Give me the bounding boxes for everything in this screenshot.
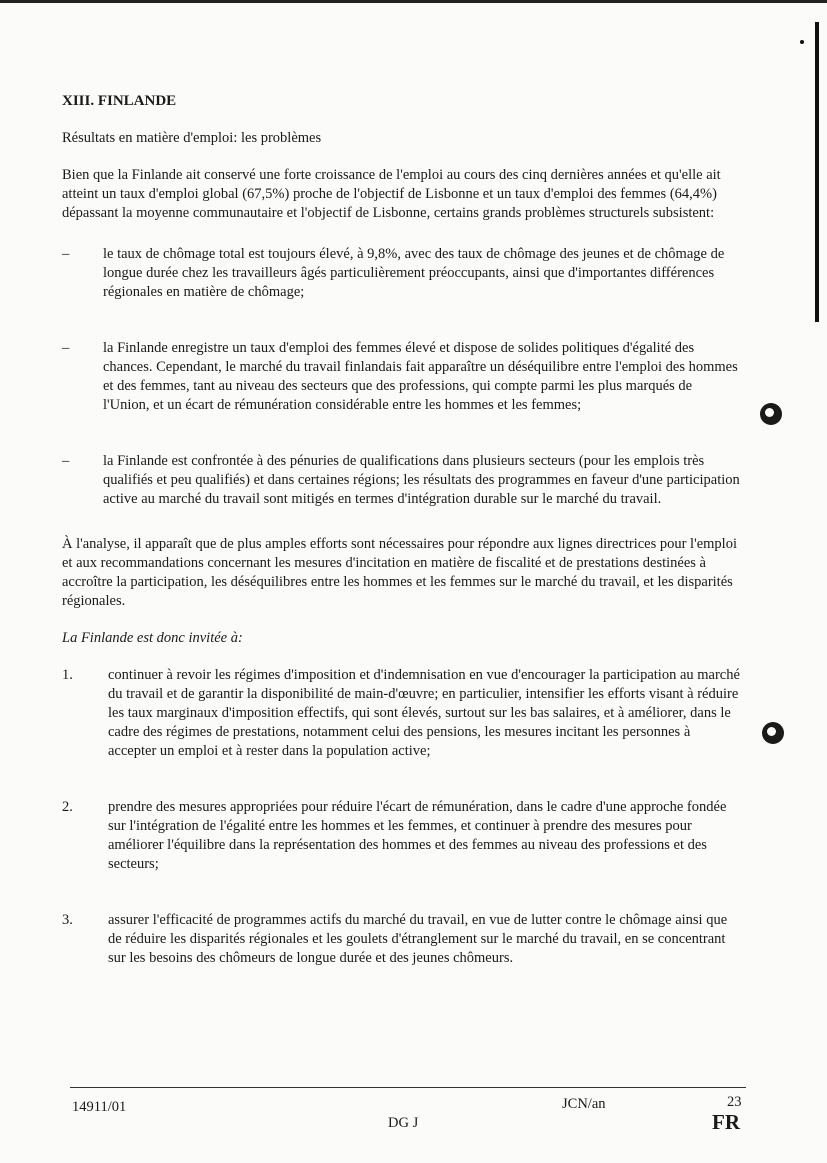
section-subtitle: Résultats en matière d'emploi: les problèmes bbox=[62, 130, 322, 146]
problem-bullet bbox=[62, 452, 742, 509]
item-text: assurer l'efficacité de programmes actifs du marché du travail, en vue de lutter contre le chômage ainsi que de réduire les disparités régionales et les goulets d'étranglement sur le marché du travail, en se concentrant sur les besoins des chômeurs de longue durée et des jeunes chômeurs. bbox=[108, 912, 728, 966]
directorate: DG J bbox=[388, 1115, 419, 1131]
dash-marker: – bbox=[62, 453, 70, 469]
recommendation-item bbox=[62, 798, 742, 874]
item-text: prendre des mesures appropriées pour réduire l'écart de rémunération, dans le cadre d'une approche fondée sur l'intégration de l'égalité entre les hommes et les femmes, et continuer à prendre des mesures pour améliorer l'équilibre dans la représentation des hommes et des femmes au niveau des professions et des secteurs; bbox=[108, 799, 727, 872]
item-number: 2. bbox=[62, 799, 73, 815]
document-reference: 14911/01 bbox=[72, 1099, 127, 1115]
problem-bullet bbox=[62, 339, 742, 415]
page-number: 23 bbox=[727, 1094, 742, 1110]
punch-hole-icon bbox=[760, 403, 782, 425]
section-title: XIII. FINLANDE bbox=[62, 93, 177, 109]
dash-marker: – bbox=[62, 340, 70, 356]
problem-bullet bbox=[62, 245, 742, 302]
bullet-text: la Finlande enregistre un taux d'emploi des femmes élevé et dispose de solides politiques d'égalité des chances. Cependant, le marché du travail finlandais fait apparaître un déséquilibre entre l'emploi des hommes et des femmes, tant au niveau des secteurs que des professions, qui compte parmi les plus marqués de l'Union, et un écart de rémunération considérable entre les hommes et les femmes; bbox=[103, 340, 738, 413]
intro-paragraph: Bien que la Finlande ait conservé une forte croissance de l'emploi au cours des cinq dernières années et qu'elle ait atteint un taux d'emploi global (67,5%) proche de l'objectif de Lisbonne et un taux d'emploi des femmes (64,4%) dépassant la moyenne communautaire et l'objectif de Lisbonne, certains grands problèmes structurels subsistent: bbox=[62, 167, 721, 221]
scan-margin-bar bbox=[815, 22, 819, 322]
document-body bbox=[62, 92, 742, 1005]
recommendation-item bbox=[62, 666, 742, 761]
language-code: FR bbox=[712, 1110, 740, 1134]
item-text: continuer à revoir les régimes d'imposition et d'indemnisation en vue d'encourager la participation au marché du travail et de garantir la disponibilité de main-d'œuvre; en particulier, intensifier les efforts visant à réduire les taux marginaux d'imposition effectifs, qui sont élevés, surtout sur les bas salaires, et à améliorer, dans le cadre des régimes de prestations, notamment celui des pensions, les mesures incitant les personnes à accepter un emploi et à rester dans la population active; bbox=[108, 667, 740, 759]
recommendation-item bbox=[62, 911, 742, 968]
dash-marker: – bbox=[62, 246, 70, 262]
bullet-text: le taux de chômage total est toujours élevé, à 9,8%, avec des taux de chômage des jeunes et de chômage de longue durée chez les travailleurs âgés particulièrement préoccupants, ainsi que d'importantes différences régionales en matière de chômage; bbox=[103, 246, 725, 300]
author-initials: JCN/an bbox=[562, 1096, 606, 1112]
item-number: 1. bbox=[62, 667, 73, 683]
punch-hole-icon bbox=[762, 722, 784, 744]
analysis-paragraph: À l'analyse, il apparaît que de plus amples efforts sont nécessaires pour répondre aux lignes directrices pour l'emploi et aux recommandations concernant les mesures d'incitation en matière de fiscalité et de prestations destinées à accroître la participation, les déséquilibres entre les hommes et les femmes sur le marché du travail, et les disparités régionales. bbox=[62, 536, 737, 609]
invitation-lead: La Finlande est donc invitée à: bbox=[62, 630, 243, 646]
item-number: 3. bbox=[62, 912, 73, 928]
scan-speck bbox=[800, 40, 804, 44]
bullet-text: la Finlande est confrontée à des pénuries de qualifications dans plusieurs secteurs (pour les emplois très qualifiés et peu qualifiés) et dans certaines régions; les résultats des programmes en faveur d'une participation active au marché du travail sont mitigés en termes d'intégration durable sur le marché du travail. bbox=[103, 453, 740, 507]
top-edge-rule bbox=[0, 0, 827, 3]
footer-rule bbox=[70, 1087, 746, 1088]
